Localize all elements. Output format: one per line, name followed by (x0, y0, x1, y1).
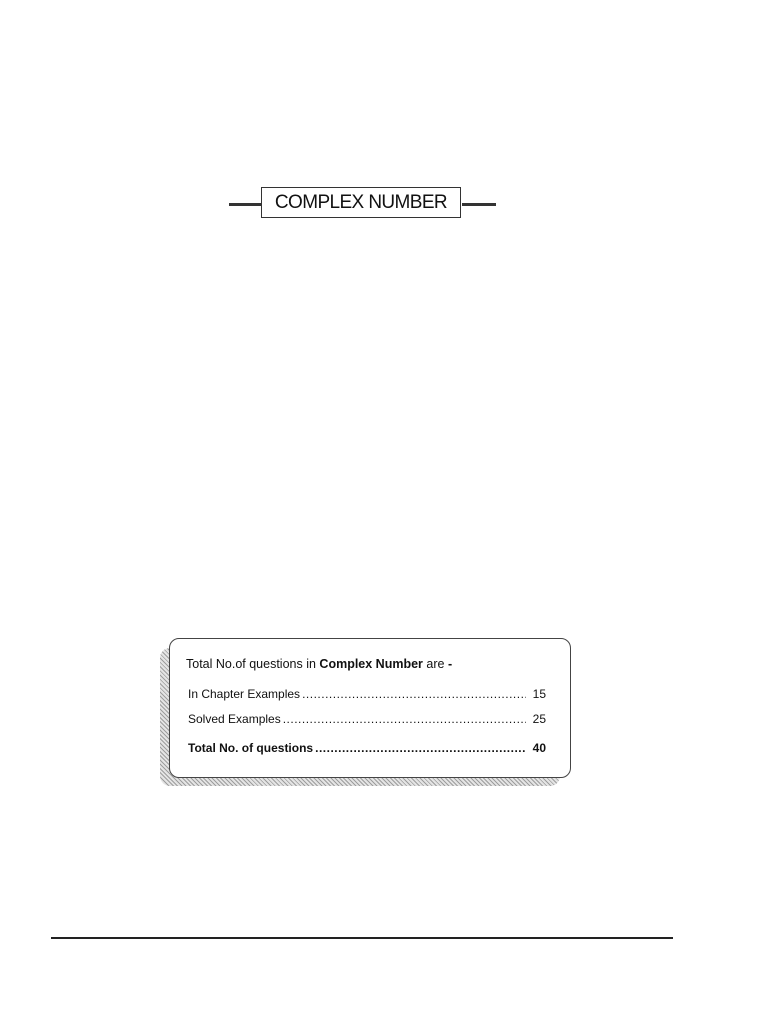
summary-row-in-chapter-examples (188, 687, 546, 701)
dot-leader (302, 687, 526, 701)
summary-heading-subject: Complex Number (319, 657, 423, 671)
summary-row-count: 15 (532, 687, 546, 701)
footer-rule (51, 937, 673, 939)
summary-row-label: Total No. of questions (188, 741, 314, 755)
summary-heading-dash: - (447, 657, 453, 671)
title-rule-left (229, 203, 262, 206)
chapter-title-box (261, 187, 461, 218)
summary-row-count: 25 (532, 712, 546, 726)
summary-row-label: In Chapter Examples (188, 687, 301, 701)
dot-leader (283, 712, 526, 726)
summary-heading (186, 657, 452, 671)
summary-row-total-questions (188, 741, 546, 755)
summary-row-solved-examples (188, 712, 546, 726)
summary-row-label: Solved Examples (188, 712, 281, 726)
title-rule-right (462, 203, 496, 206)
summary-row-count: 40 (532, 741, 546, 755)
chapter-title: COMPLEX NUMBER (274, 191, 448, 213)
summary-card (169, 638, 571, 778)
summary-heading-suffix: are (422, 657, 448, 671)
dot-leader (315, 741, 526, 755)
summary-heading-prefix: Total No.of questions in (186, 657, 320, 671)
